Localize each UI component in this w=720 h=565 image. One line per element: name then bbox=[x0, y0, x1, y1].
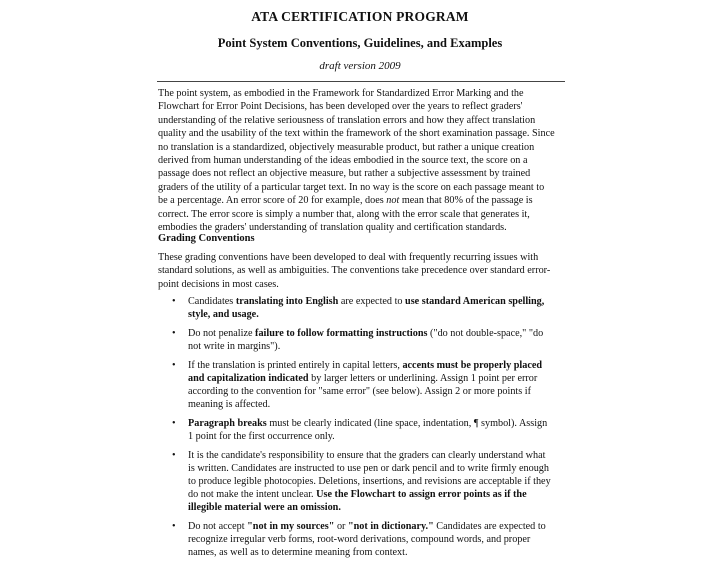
conventions-intro-line: point decisions in most cases. bbox=[158, 278, 279, 290]
intro-text: be a percentage. An error score of 20 for example, does bbox=[158, 195, 384, 207]
intro-line: no translation is a standardized, objectively measurable product, but rather a unique creation bbox=[158, 141, 535, 153]
text: meaning is affected. bbox=[188, 399, 271, 411]
bold-text: Paragraph breaks bbox=[188, 417, 267, 429]
document-title: ATA CERTIFICATION PROGRAM bbox=[251, 9, 469, 24]
text: 1 point for the first occurrence only. bbox=[188, 431, 335, 442]
list-item bbox=[172, 417, 582, 443]
text: Do not penalize bbox=[188, 327, 256, 339]
bold-text: style, and usage. bbox=[188, 309, 259, 321]
section-heading: Grading Conventions bbox=[158, 233, 255, 244]
list-item-line bbox=[188, 327, 582, 340]
list-item-line bbox=[188, 295, 582, 308]
text: are expected to bbox=[338, 296, 406, 307]
bold-text: accents must be properly placed bbox=[402, 359, 543, 371]
intro-line: understanding of the relative seriousness of translation errors and how they affect translation bbox=[158, 114, 536, 126]
bold-text: "not in my sources" bbox=[247, 521, 335, 532]
text: is written. Candidates are instructed to use pen or dark pencil and to write firmly enough bbox=[188, 462, 549, 474]
intro-line: quality and the usability of the text within the framework of the short examination passage. Since bbox=[158, 128, 555, 140]
bold-text: Use the Flowchart to assign error points as if the bbox=[316, 489, 527, 501]
bullet-icon: • bbox=[172, 327, 176, 339]
text: It is the candidate's responsibility to ensure that the graders can clearly understand what bbox=[188, 449, 546, 461]
bold-text: illegible material were an omission. bbox=[188, 502, 341, 514]
intro-line bbox=[158, 194, 576, 207]
bullet-icon: • bbox=[172, 449, 176, 461]
text: If the translation is printed entirely in capital letters, bbox=[188, 359, 403, 371]
bullet-icon: • bbox=[172, 296, 176, 307]
intro-text: mean that 80% of the passage is bbox=[399, 195, 533, 207]
bold-text: use standard American spelling, bbox=[405, 296, 545, 307]
intro-line: embodies the graders' understanding of translation quality and certification standards. bbox=[158, 222, 507, 234]
conventions-list bbox=[172, 295, 582, 565]
conventions-intro-line: These grading conventions have been developed to deal with frequently recurring issues with bbox=[158, 252, 539, 263]
bullet-icon: • bbox=[172, 521, 176, 532]
conventions-intro bbox=[158, 251, 578, 291]
bold-text: and capitalization indicated bbox=[188, 372, 309, 384]
emphasis-not: not bbox=[386, 195, 400, 207]
intro-paragraph bbox=[158, 87, 576, 234]
bold-text: translating into English bbox=[235, 296, 339, 307]
text: Do not accept bbox=[188, 521, 248, 532]
intro-line: derived from human understanding of the ideas embodied in the source text, the score on a bbox=[158, 155, 528, 167]
text: by larger letters or underlining. Assign 1 point per error bbox=[308, 372, 538, 384]
list-item bbox=[172, 449, 582, 515]
text: or bbox=[334, 521, 348, 532]
list-item-line bbox=[188, 372, 582, 385]
intro-line: correct. The error score is simply a number that, along with the error scale that generates it, bbox=[158, 208, 530, 220]
intro-line: graders of the utility of a particular target text. In no way is the score on each passage meant to bbox=[158, 181, 545, 193]
intro-line: passage does not reflect an objective measure, but rather a subjective assessment by trained bbox=[158, 168, 531, 180]
divider bbox=[157, 81, 565, 82]
text: to produce legible photocopies. Deletions, insertions, and revisions are acceptable if they bbox=[188, 476, 551, 487]
text: not write in margins"). bbox=[188, 341, 281, 352]
bold-text: failure to follow formatting instructions bbox=[255, 327, 428, 339]
draft-version: draft version 2009 bbox=[319, 60, 401, 72]
text: names, as well as to determine meaning from context. bbox=[188, 547, 408, 559]
conventions-intro-line: standard solutions, as well as ambiguities. The conventions take precedence over standard error- bbox=[158, 265, 551, 277]
list-item-line bbox=[188, 359, 582, 372]
text: do not make the intent unclear. bbox=[188, 489, 317, 501]
list-item bbox=[172, 295, 582, 321]
bullet-icon: • bbox=[172, 417, 176, 429]
list-item-line bbox=[188, 520, 582, 533]
list-item-line bbox=[188, 488, 582, 501]
text: ("do not double-space," "do bbox=[427, 327, 544, 339]
text: Candidates are expected to bbox=[433, 521, 546, 532]
list-item bbox=[172, 359, 582, 412]
list-item-line bbox=[188, 417, 582, 430]
intro-line: Flowchart for Error Point Decisions, has been developed over the years to reflect graders' bbox=[158, 101, 523, 113]
bullet-icon: • bbox=[172, 359, 176, 371]
intro-line: The point system, as embodied in the Framework for Standardized Error Marking and the bbox=[158, 88, 524, 99]
document-subtitle: Point System Conventions, Guidelines, and Examples bbox=[217, 36, 503, 50]
list-item bbox=[172, 327, 582, 353]
text: recognize irregular verb forms, root-word derivations, compound words, and proper bbox=[188, 534, 531, 546]
bold-text: "not in dictionary." bbox=[347, 521, 434, 532]
text: Candidates bbox=[188, 296, 236, 307]
text: according to the convention for "same error" (see below). Assign 2 or more points if bbox=[188, 386, 531, 397]
text: must be clearly indicated (line space, indentation, ¶ symbol). Assign bbox=[266, 417, 548, 429]
